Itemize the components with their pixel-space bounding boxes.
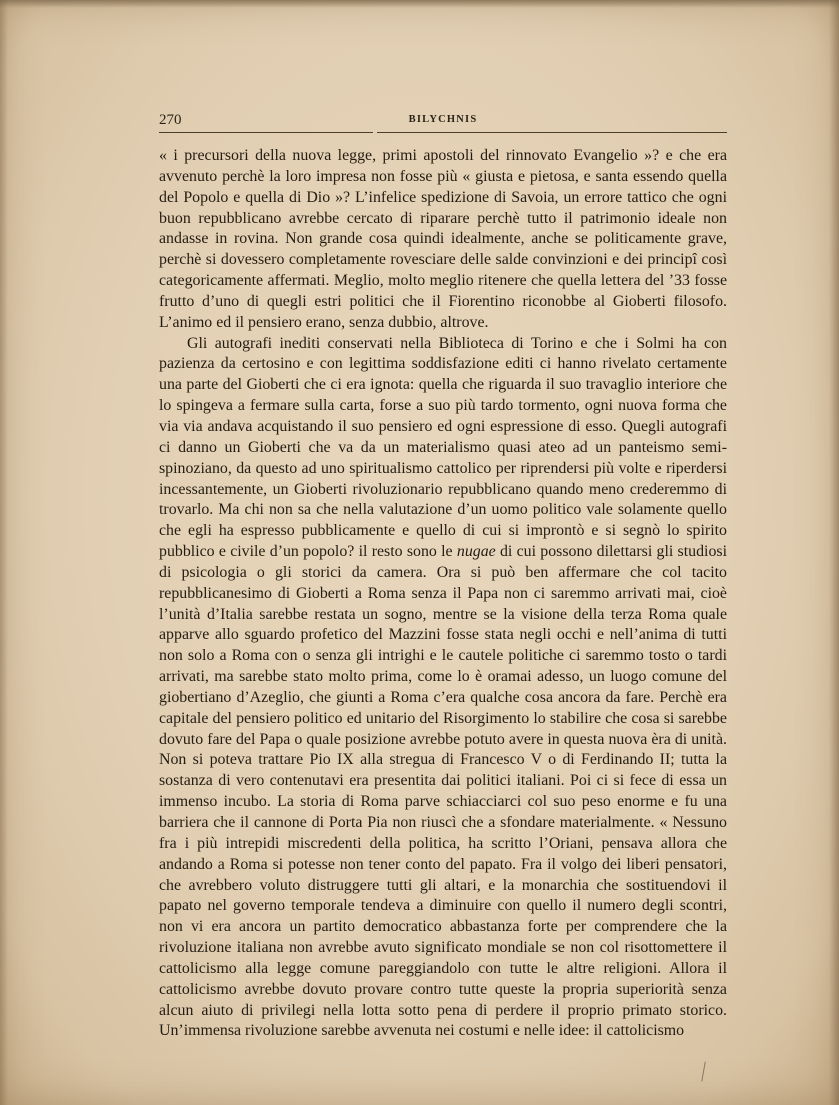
- header-rule-right: [377, 132, 727, 133]
- page-top-edge: [0, 0, 839, 8]
- running-head: BILYCHNIS: [408, 114, 478, 125]
- page-right-shadow: [829, 0, 839, 1105]
- page-number: 270: [159, 112, 182, 128]
- pencil-mark: [701, 1062, 711, 1083]
- paragraph-2-text-start: Gli autografi inediti conservati nella Biblioteca di Torino e che i Solmi ha con pazienza da certosino e con legittima soddisfazione editi ci hanno rivelato certamente una parte del Gioberti che ci era ignota: quella che riguarda il suo travaglio interiore che lo spingeva a fermare sulla carta, forse a suo più tardo tormento, ogni nuova forma che via via andava acquistando il suo pensiero ed ogni espressione di esso. Quegli autografi ci danno un Gioberti che va da un materialismo quasi ateo ad un panteismo semi-spinoziano, da questo ad uno spiritualismo cattolico per riprendersi più volte e riperdersi incessantemente, un Gioberti rivoluzionario repubblicano quando meno crederemmo di trovarlo. Ma chi non sa che nella valutazione d’un uomo politico vale solamente quello che egli ha espresso pubblicamente e quello di cui si improntò e si segnò lo spirito pubblico e civile d’un popolo? il resto sono le: [159, 334, 727, 561]
- paragraph-1: [159, 146, 727, 334]
- paragraph-2-text-end: di cui possono dilettarsi gli studiosi di psicologia o gli storici da camera. Ora si può ben affermare che col tacito repubblicanesimo di Gioberti a Roma senza il Papa non ci saremmo arrivati mai, cioè l’unità d’Italia sarebbe restata un sogno, mentre se la visione della terza Roma quale apparve allo sguardo profetico del Mazzini fosse stata negli occhi e nell’anima di tutti non solo a Roma con o senza gli intrighi e le cautele politiche ci saremmo tosto o tardi arrivati, ma sarebbe stato molto prima, come lo è oramai adesso, un luogo comune del giobertiano d’Azeglio, che giunti a Roma c’era qualche cosa ancora da fare. Perchè era capitale del pensiero politico ed unitario del Risorgimento lo stabilire che cosa si sarebbe dovuto fare del Papa o quale posizione avrebbe potuto avere in questa nuova èra di unità. Non si poteva trattare Pio IX alla stregua di Francesco V o di Ferdinando II; tutta la sostanza di vero contenutavi era presentita dai politici italiani. Poi ci si fece di essa un immenso incubo. La storia di Roma parve schiacciarci col suo peso enorme e fu una barriera che il cannone di Porta Pia non riuscì che a sfondare materialmente. « Nessuno fra i più intrepidi miscredenti della politica, ha scritto l’Oriani, pensava allora che andando a Roma si potesse non tener conto del papato. Fra il volgo dei liberi pensatori, che avrebbero voluto distruggere tutti gli altari, e la monarchia che sostituendovi il papato nel governo temporale tendeva a diminuire con quello il numero degli scontri, non vi era ancora un partito democratico abbastanza forte per comprendere che la rivoluzione italiana non avrebbe avuto significato mondiale se non col risottomettere il cattolicismo alla legge comune pareggiandolo con tutte le altre religioni. Allora il cattolicismo avrebbe dovuto provare contro tutte queste la propria superiorità senza alcun aiuto di privilegi nella lotta sotto pena di perdere il proprio primato storico. Un’immensa rivoluzione sarebbe avvenuta nei costumi e nelle idee: il cattolicismo: [159, 543, 727, 1040]
- header-rule-left: [159, 132, 373, 133]
- italic-term: nugae: [456, 543, 496, 561]
- page-header: [159, 110, 727, 134]
- body-text: [159, 146, 727, 1042]
- page-left-shadow: [0, 0, 8, 1105]
- paragraph-2: [159, 334, 727, 1043]
- paragraph-1-text: « i precursori della nuova legge, primi apostoli del rinnovato Evangelio »? e che era avvenuto perchè la loro impresa non fosse più « giusta e pietosa, e santa essendo quella del Popolo e quella di Dio »? L’infelice spedizione di Savoia, un errore tattico che ogni buon repubblicano avrebbe cercato di riparare perchè tutto il patrimonio ideale non andasse in rovina. Non grande cosa quindi idealmente, anche se politicamente grave, perchè si dovessero completamente rovesciare delle salde convinzioni e dei principî così categoricamente affermati. Meglio, molto meglio ritenere che quella lettera del ’33 fosse frutto d’uno di quegli estri politici che il Fiorentino riconobbe al Gioberti filosofo. L’animo ed il pensiero erano, senza dubbio, altrove.: [159, 147, 727, 331]
